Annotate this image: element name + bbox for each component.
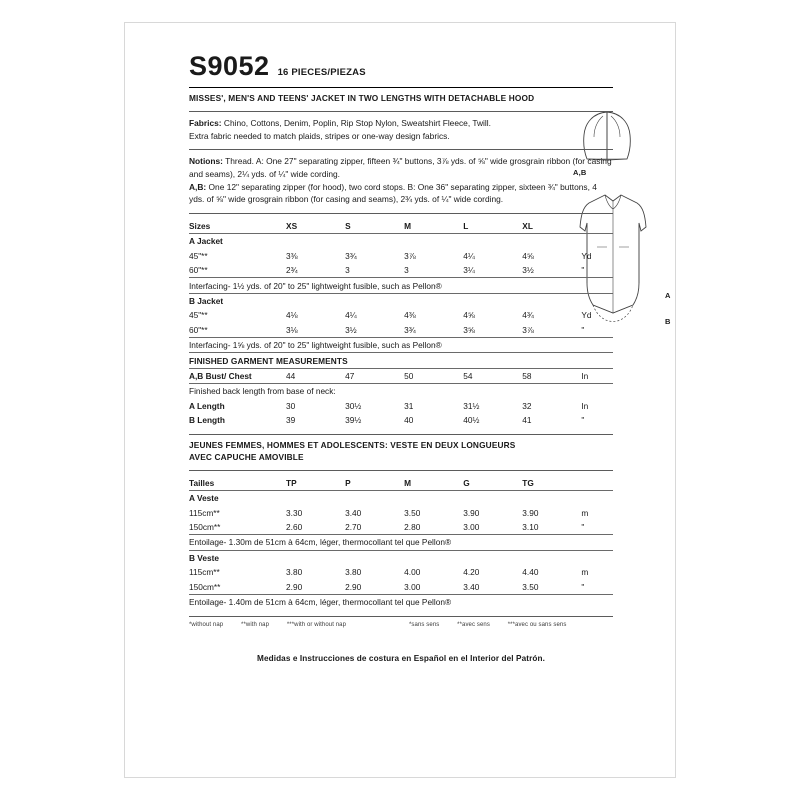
cell: 3.80 bbox=[286, 567, 303, 578]
notions-ab-label: A,B: bbox=[189, 181, 207, 192]
entoilage-note-a: Entoilage- 1.30m de 51cm à 64cm, léger, thermocollant tel que Pellon® bbox=[189, 535, 613, 550]
cell: 3.80 bbox=[345, 567, 362, 578]
divider bbox=[189, 470, 613, 471]
header-tg: TG bbox=[522, 477, 534, 488]
cell: 50 bbox=[404, 368, 463, 383]
header-s: S bbox=[345, 221, 351, 232]
cell: 3.10 bbox=[522, 522, 539, 533]
notions-label: Notions: bbox=[189, 156, 223, 167]
cell: 3⅝ bbox=[463, 324, 475, 335]
group-title-b-jacket: B Jacket bbox=[189, 293, 613, 308]
row-unit: " bbox=[581, 324, 585, 335]
cell: 3½ bbox=[522, 265, 534, 276]
cell: 40 bbox=[404, 415, 414, 426]
cell: 2.90 bbox=[345, 581, 362, 592]
cell: 39½ bbox=[345, 415, 362, 426]
notions-ab-paragraph bbox=[189, 181, 613, 206]
footnote-with-nap: **with nap bbox=[241, 622, 270, 629]
french-yardage-table bbox=[189, 476, 613, 610]
cell: 2¾ bbox=[286, 265, 298, 276]
row-label: A Length bbox=[189, 400, 225, 411]
title-row bbox=[189, 53, 613, 80]
row-unit: " bbox=[581, 581, 585, 592]
cell: 54 bbox=[463, 368, 522, 383]
group-title-a-jacket: A Jacket bbox=[189, 234, 613, 249]
table-row bbox=[189, 368, 613, 383]
group-title-a-veste: A Veste bbox=[189, 491, 613, 506]
content-column bbox=[189, 53, 613, 663]
interfacing-row bbox=[189, 594, 613, 609]
cell: 3⅛ bbox=[286, 324, 298, 335]
cell: 31½ bbox=[463, 400, 480, 411]
header-xl: XL bbox=[522, 221, 533, 232]
cell: 3¾ bbox=[404, 324, 416, 335]
table-row bbox=[189, 323, 613, 338]
cell: 3½ bbox=[345, 324, 357, 335]
row-unit: m bbox=[581, 567, 589, 578]
footnote-sans-sens: *sans sens bbox=[409, 622, 440, 629]
row-unit: " bbox=[581, 265, 585, 276]
row-unit: m bbox=[581, 507, 589, 518]
header-tailles: Tailles bbox=[189, 477, 215, 488]
cell: 3¾ bbox=[345, 250, 357, 261]
fabrics-text: Chino, Cottons, Denim, Poplin, Rip Stop Nylon, Sweatshirt Fleece, Twill. bbox=[221, 118, 491, 129]
row-label: B Length bbox=[189, 415, 225, 426]
row-label: 45"** bbox=[189, 310, 208, 321]
table-row bbox=[189, 249, 613, 263]
table-header-row bbox=[189, 476, 613, 491]
cell: 3.40 bbox=[345, 507, 362, 518]
cell: 3 bbox=[404, 265, 409, 276]
table-row bbox=[189, 579, 613, 594]
header-unit bbox=[581, 219, 613, 234]
header-m: M bbox=[404, 221, 412, 232]
spanish-note: Medidas e Instrucciones de costura en Español en el Interior del Patrón. bbox=[257, 654, 545, 664]
cell: 44 bbox=[286, 368, 345, 383]
footnote-avec-ou-sans-sens: ***avec ou sans sens bbox=[507, 622, 567, 629]
cell: 4¾ bbox=[522, 310, 534, 321]
fabrics-label: Fabrics: bbox=[189, 118, 222, 129]
notions-paragraph bbox=[189, 155, 613, 180]
french-headline-line1: JEUNES FEMMES, HOMMES ET ADOLESCENTS: VESTE EN DEUX LONGUEURS bbox=[189, 440, 516, 451]
row-unit: Yd bbox=[581, 250, 592, 261]
notions-ab-text: One 12" separating zipper (for hood), two cord stops. B: One 36" separating zipper, sixteen ¾" buttons, 4 yds. of ⅝" wide grosgrain ribbon (for casing and seams), 2¾ yds. of ¼" wide cording. bbox=[189, 181, 597, 205]
label-b: B bbox=[665, 317, 671, 326]
table-row bbox=[189, 308, 613, 322]
table-row bbox=[189, 505, 613, 519]
footnote-without-nap: *without nap bbox=[189, 622, 224, 629]
cell: 58 bbox=[522, 368, 581, 383]
cell: 4⅝ bbox=[463, 310, 475, 321]
cell: 3.90 bbox=[463, 507, 480, 518]
footnotes-french bbox=[409, 622, 613, 628]
row-unit: Yd bbox=[581, 310, 592, 321]
cell: 3.40 bbox=[463, 581, 480, 592]
cell: 3⅞ bbox=[404, 250, 416, 261]
header-tp: TP bbox=[286, 477, 297, 488]
row-label: 115cm** bbox=[189, 507, 220, 518]
cell: 2.60 bbox=[286, 522, 303, 533]
header-unit bbox=[581, 476, 613, 491]
interfacing-row bbox=[189, 278, 613, 293]
divider bbox=[189, 149, 613, 150]
pattern-headline: MISSES', MEN'S AND TEENS' JACKET IN TWO LENGTHS WITH DETACHABLE HOOD bbox=[189, 93, 535, 103]
header-g: G bbox=[463, 477, 470, 488]
divider bbox=[189, 213, 613, 214]
interfacing-row bbox=[189, 337, 613, 352]
row-label: 60"** bbox=[189, 265, 208, 276]
table-row bbox=[189, 263, 613, 278]
cell: 41 bbox=[522, 415, 532, 426]
interfacing-note-b: Interfacing- 1⅝ yds. of 20" to 25" lightweight fusible, such as Pellon® bbox=[189, 337, 613, 352]
cell: 32 bbox=[522, 400, 532, 411]
cell: 4.40 bbox=[522, 567, 539, 578]
table-row bbox=[189, 520, 613, 535]
cell: 3.50 bbox=[522, 581, 539, 592]
cell: 3.00 bbox=[404, 581, 421, 592]
interfacing-note-a: Interfacing- 1½ yds. of 20" to 25" lightweight fusible, such as Pellon® bbox=[189, 278, 613, 293]
entoilage-note-b: Entoilage- 1.40m de 51cm à 64cm, léger, thermocollant tel que Pellon® bbox=[189, 594, 613, 609]
row-label: A,B Bust/ Chest bbox=[189, 368, 286, 383]
group-title-row bbox=[189, 550, 613, 565]
group-title-row bbox=[189, 293, 613, 308]
back-length-note: Finished back length from base of neck: bbox=[189, 384, 613, 399]
cell: 39 bbox=[286, 415, 296, 426]
cell: 4⅝ bbox=[522, 250, 534, 261]
cell: 3.30 bbox=[286, 507, 303, 518]
english-yardage-table bbox=[189, 219, 613, 427]
back-length-note-row bbox=[189, 384, 613, 399]
fabrics-extra: Extra fabric needed to match plaids, stripes or one-way design fabrics. bbox=[189, 130, 450, 141]
footnote-avec-sens: **avec sens bbox=[457, 622, 490, 629]
row-label: 115cm** bbox=[189, 567, 220, 578]
cell: 3.90 bbox=[522, 507, 539, 518]
cell: 3.00 bbox=[463, 522, 480, 533]
pattern-number: S9052 bbox=[189, 51, 270, 81]
cell: 3⅜ bbox=[286, 250, 298, 261]
label-a: A bbox=[665, 291, 671, 300]
divider bbox=[189, 111, 613, 112]
header-m: M bbox=[404, 477, 412, 488]
finished-measurements-title: FINISHED GARMENT MEASUREMENTS bbox=[189, 353, 613, 368]
row-label: 45"** bbox=[189, 250, 208, 261]
row-unit: " bbox=[581, 522, 585, 533]
group-title-row bbox=[189, 234, 613, 249]
divider bbox=[189, 87, 613, 88]
row-label: 150cm** bbox=[189, 522, 221, 533]
cell: 2.70 bbox=[345, 522, 362, 533]
fabrics-paragraph bbox=[189, 117, 613, 130]
footnotes-english bbox=[189, 622, 409, 628]
cell: 2.90 bbox=[286, 581, 303, 592]
cell: 3¼ bbox=[463, 265, 475, 276]
header-p: P bbox=[345, 477, 351, 488]
cell: 3.50 bbox=[404, 507, 421, 518]
header-xs: XS bbox=[286, 221, 298, 232]
table-header-row bbox=[189, 219, 613, 234]
group-title-b-veste: B Veste bbox=[189, 550, 613, 565]
cell: 47 bbox=[345, 368, 404, 383]
cell: 30½ bbox=[345, 400, 362, 411]
row-label: 150cm** bbox=[189, 581, 221, 592]
header-l: L bbox=[463, 221, 469, 232]
cell: 2.80 bbox=[404, 522, 421, 533]
cell: 4¼ bbox=[345, 310, 357, 321]
hood-caption: A,B bbox=[573, 168, 587, 177]
cell: 3⅞ bbox=[522, 324, 534, 335]
interfacing-row bbox=[189, 535, 613, 550]
group-title-row bbox=[189, 491, 613, 506]
cell: 4⅜ bbox=[404, 310, 416, 321]
divider bbox=[189, 434, 613, 435]
table-row bbox=[189, 399, 613, 413]
header-sizes: Sizes bbox=[189, 221, 211, 232]
footnotes bbox=[189, 622, 613, 628]
table-row bbox=[189, 565, 613, 579]
cell: 4.20 bbox=[463, 567, 480, 578]
cell: 31 bbox=[404, 400, 414, 411]
finished-title-row bbox=[189, 353, 613, 368]
row-unit: In bbox=[581, 400, 589, 411]
cell: 30 bbox=[286, 400, 296, 411]
piece-count: 16 PIECES/PIEZAS bbox=[277, 67, 366, 78]
pattern-envelope-back bbox=[124, 22, 676, 778]
french-headline-line2: AVEC CAPUCHE AMOVIBLE bbox=[189, 451, 304, 462]
cell: 40½ bbox=[463, 415, 480, 426]
cell: 4¼ bbox=[463, 250, 475, 261]
cell: 4.00 bbox=[404, 567, 421, 578]
cell: 4⅛ bbox=[286, 310, 298, 321]
table-row bbox=[189, 413, 613, 427]
notions-text: Thread. A: One 27" separating zipper, fifteen ¾" buttons, 3⅞ yds. of ⅝" wide grosgrain ribbon (for casing and seams), 2¼ yds. of ¼" wide cording. bbox=[189, 156, 612, 180]
row-unit: In bbox=[581, 368, 613, 383]
footnote-with-or-without-nap: ***with or without nap bbox=[286, 622, 347, 629]
divider bbox=[189, 616, 613, 617]
row-label: 60"** bbox=[189, 324, 208, 335]
cell: 3 bbox=[345, 265, 350, 276]
row-unit: " bbox=[581, 415, 585, 426]
